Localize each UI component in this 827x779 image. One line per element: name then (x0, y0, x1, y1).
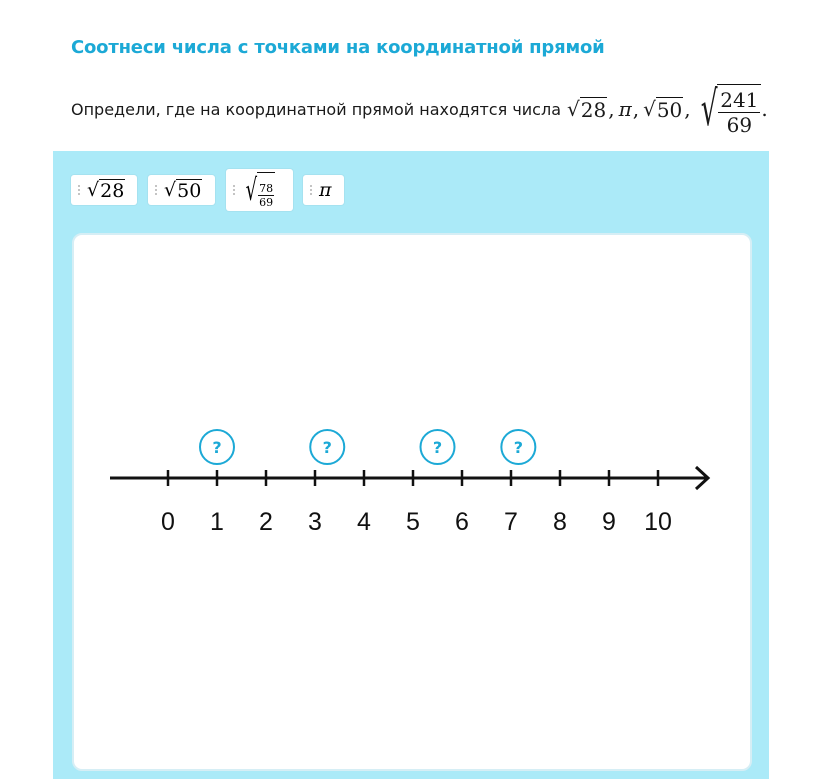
tick-label: 0 (161, 508, 175, 536)
tick-label: 1 (210, 508, 224, 536)
math-sqrt28: √ 28 (567, 96, 607, 122)
drag-handle-icon (232, 184, 236, 196)
tick-label: 4 (357, 508, 371, 536)
question-mark-icon: ? (513, 438, 523, 457)
tick-label: 10 (644, 508, 672, 536)
drop-target[interactable] (310, 430, 344, 464)
drag-handle-icon (309, 184, 313, 196)
tick-label: 7 (504, 508, 518, 536)
drop-target[interactable] (421, 430, 455, 464)
math-pi: π (618, 97, 632, 121)
number-line-board (72, 233, 752, 771)
drop-target[interactable] (501, 430, 535, 464)
tick-label: 6 (455, 508, 469, 536)
draggable-chip-pi[interactable]: π (303, 175, 344, 205)
math-sqrt-241-69: √ $\frac{241}{69}$ (695, 84, 762, 135)
drop-target[interactable] (200, 430, 234, 464)
draggable-chip-sqrt-78-69[interactable]: √ $\frac{78}{69}$ (226, 169, 293, 211)
question-mark-icon: ? (212, 438, 222, 457)
task-instruction: Определи, где на координатной прямой находятся числа √ 28 , π , √ 50 , √ $\frac{241}{69}$ . (71, 81, 768, 137)
tick-label: 2 (259, 508, 273, 536)
draggable-chip-sqrt50[interactable]: √ 50 (148, 175, 215, 205)
tick-label: 9 (602, 508, 616, 536)
instruction-text: Определи, где на координатной прямой находятся числа (71, 99, 561, 119)
question-mark-icon: ? (322, 438, 332, 457)
number-line (74, 235, 750, 769)
answer-workspace (53, 151, 769, 779)
task-title: Соотнеси числа с точками на координатной прямой (71, 37, 605, 58)
tick-label: 3 (308, 508, 322, 536)
drag-handle-icon (154, 184, 158, 196)
math-sqrt50: √ 50 (643, 96, 683, 122)
drag-handle-icon (77, 184, 81, 196)
draggable-chip-sqrt28[interactable]: √ 28 (71, 175, 137, 205)
tick-label: 8 (553, 508, 567, 536)
tick-label: 5 (406, 508, 420, 536)
question-mark-icon: ? (432, 438, 443, 457)
